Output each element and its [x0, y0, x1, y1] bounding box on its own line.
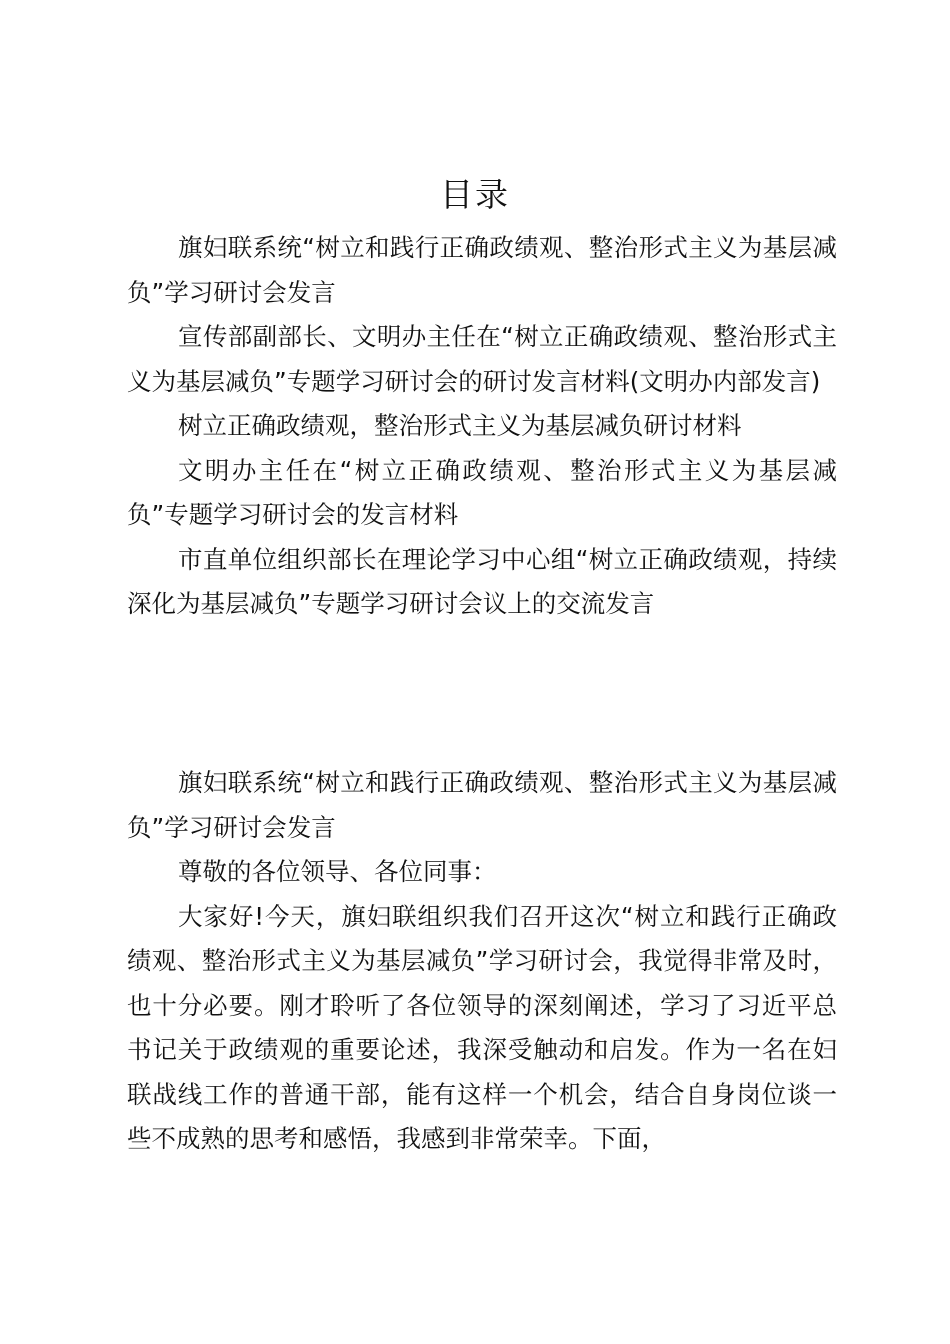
article-salutation: 尊敬的各位领导、各位同事： — [178, 857, 497, 886]
toc-item-4: 文明办主任在“树立正确政绩观、整治形式主义为基层减负”专题学习研讨会的发言材料 — [127, 455, 837, 529]
toc-item-1: 旗妇联系统“树立和践行正确政绩观、整治形式主义为基层减负”学习研讨会发言 — [127, 233, 837, 307]
toc-item-3: 树立正确政绩观，整治形式主义为基层减负研讨材料 — [178, 411, 742, 440]
article-body-paragraph: 大家好!今天，旗妇联组织我们召开这次“树立和践行正确政绩观、整治形式主义为基层减负”学习研讨会，我觉得非常及时，也十分必要。刚才聆听了各位领导的深刻阐述，学习了习近平总书记关于政绩观的重要论述，我深受触动和启发。作为一名在妇联战线工作的普通干部，能有这样一个机会，结合自身岗位谈一些不成熟的思考和感悟，我感到非常荣幸。下面， — [127, 901, 837, 1153]
article-section — [127, 761, 837, 1162]
toc-title: 目录 — [440, 175, 510, 214]
toc-list — [127, 226, 837, 627]
toc-item-2: 宣传部副部长、文明办主任在“树立正确政绩观、整治形式主义为基层减负”专题学习研讨会的研讨发言材料(文明办内部发言) — [127, 322, 837, 396]
article-title: 旗妇联系统“树立和践行正确政绩观、整治形式主义为基层减负”学习研讨会发言 — [127, 768, 837, 842]
toc-item-5: 市直单位组织部长在理论学习中心组“树立正确政绩观，持续深化为基层减负”专题学习研讨会议上的交流发言 — [127, 544, 837, 618]
